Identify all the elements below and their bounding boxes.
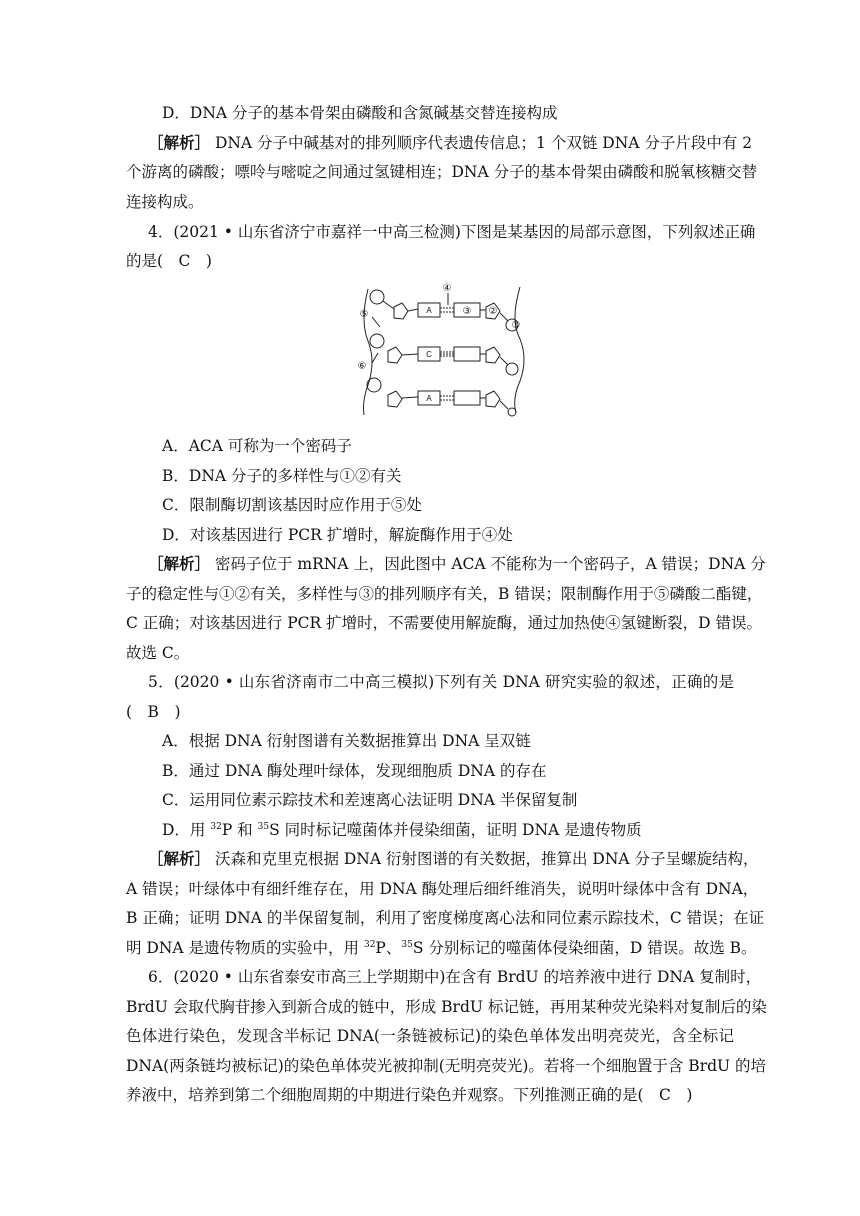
phosphate-circle xyxy=(370,334,384,348)
q6-stem-line-4: DNA(两条链均被标记)的染色单体荧光被抑制(无明亮荧光)。若将一个细胞置于含 BrdU 的培 xyxy=(126,1057,767,1075)
deoxyribose-pentagon xyxy=(394,303,408,319)
q4-stem-line-1: 4．(2021 • 山东省济宁市嘉祥一中高三检测)下图是某基因的局部示意图，下列叙述正确 xyxy=(148,223,756,241)
marker-6: ⑥ xyxy=(357,361,367,372)
phosphate-circle xyxy=(367,378,381,392)
q4-option-a: A．ACA 可称为一个密码子 xyxy=(162,437,352,455)
deoxyribose-pentagon xyxy=(486,347,500,363)
deoxyribose-pentagon xyxy=(388,347,402,363)
q4-option-d: D．对该基因进行 PCR 扩增时，解旋酶作用于④处 xyxy=(162,526,513,544)
q4-stem-line-2: 的是( C ) xyxy=(126,252,212,270)
base-label-a-top: A xyxy=(426,306,432,315)
q4-option-b: B．DNA 分子的多样性与①②有关 xyxy=(162,467,402,485)
analysis-tag: ［解析］ xyxy=(148,554,211,573)
q4-option-c: C．限制酶切割该基因时应作用于⑤处 xyxy=(162,496,422,514)
marker-1: ① xyxy=(511,320,521,331)
phosphate-circle xyxy=(370,290,384,304)
left-backbone xyxy=(364,289,373,415)
q6-stem-line-5: 养液中，培养到第二个细胞周期的中期进行染色并观察。下列推测正确的是( C ) xyxy=(126,1086,693,1104)
deoxyribose-pentagon xyxy=(388,391,402,407)
q5-analysis-line-1: ［解析］ 沃森和克里克根据 DNA 衍射图谱的有关数据，推算出 DNA 分子呈螺旋结构， xyxy=(148,849,759,868)
q5-analysis-line-3: B 正确；证明 DNA 的半保留复制，利用了密度梯度离心法和同位素示踪技术，C 错误；在证 xyxy=(126,909,765,927)
q4-analysis-line-1: ［解析］ 密码子位于 mRNA 上，因此图中 ACA 不能称为一个密码子，A 错误；DNA 分 xyxy=(148,554,766,573)
phosphate-circle xyxy=(506,363,518,375)
q5-analysis-line-2: A 错误；叶绿体中有细纤维存在，用 DNA 酶处理后细纤维消失，说明叶绿体中含有 DNA， xyxy=(126,880,759,898)
base-box xyxy=(454,347,480,361)
q5-stem-line-1: 5．(2020 • 山东省济南市二中高三模拟)下列有关 DNA 研究实验的叙述，正确的是 xyxy=(148,673,734,691)
analysis-tag: ［解析］ xyxy=(148,133,211,152)
base-box xyxy=(454,391,480,405)
q5-option-b: B．通过 DNA 酶处理叶绿体，发现细胞质 DNA 的存在 xyxy=(162,762,547,780)
q5-stem-line-2: ( B ) xyxy=(126,703,181,721)
marker-4: ④ xyxy=(442,283,452,294)
q5-option-a: A．根据 DNA 衍射图谱有关数据推算出 DNA 呈双链 xyxy=(162,732,531,750)
q6-stem-line-3: 色体进行染色，发现含半标记 DNA(一条链被标记)的染色单体发出明亮荧光，含全标记 xyxy=(126,1027,734,1045)
q5-option-d: D．用 $^{32}$P 和 $^{35}$S 同时标记噬菌体并侵染细菌，证明 DNA 是遗传物质 xyxy=(162,821,642,839)
analysis-tag: ［解析］ xyxy=(148,849,211,868)
q5-option-c: C．运用同位素示踪技术和差速离心法证明 DNA 半保留复制 xyxy=(162,791,578,809)
q3-analysis-line-1: ［解析］ DNA 分子中碱基对的排列顺序代表遗传信息；1 个双链 DNA 分子片段中有 2 xyxy=(148,133,753,152)
q6-stem-line-2: BrdU 会取代胸苷掺入到新合成的链中，形成 BrdU 标记链，再用某种荧光染料对复制后的染 xyxy=(126,998,767,1016)
q3-option-d: D．DNA 分子的基本骨架由磷酸和含氮碱基交替连接构成 xyxy=(162,104,558,122)
marker-2: ② xyxy=(488,306,498,317)
marker-5: ⑤ xyxy=(359,309,369,320)
marker-3: ③ xyxy=(462,306,472,317)
deoxyribose-pentagon xyxy=(486,391,500,407)
q4-analysis-line-3: C 正确；对该基因进行 PCR 扩增时，不需要使用解旋酶，通过加热使④氢键断裂，D 错误。 xyxy=(126,614,762,632)
q4-analysis-line-2: 子的稳定性与①②有关，多样性与③的排列顺序有关，B 错误；限制酶作用于⑤磷酸二酯键， xyxy=(126,585,763,603)
phosphate-circle xyxy=(508,408,516,416)
q3-analysis-line-2: 个游离的磷酸；嘌呤与嘧啶之间通过氢键相连；DNA 分子的基本骨架由磷酸和脱氧核糖交替 xyxy=(126,163,758,181)
base-label-a-bottom: A xyxy=(426,394,432,403)
q5-analysis-line-4: 明 DNA 是遗传物质的实验中，用 $^{32}$P、$^{35}$S 分别标记的噬菌体侵染细菌，D 错误。故选 B。 xyxy=(126,939,757,957)
q3-analysis-line-3: 连接构成。 xyxy=(126,193,204,211)
right-backbone xyxy=(515,287,524,413)
gene-structure-diagram xyxy=(350,281,532,417)
q4-analysis-line-4: 故选 C。 xyxy=(126,644,190,662)
q6-stem-line-1: 6．(2020 • 山东省泰安市高三上学期期中)在含有 BrdU 的培养液中进行 DNA 复制时， xyxy=(148,968,762,986)
base-label-c: C xyxy=(426,350,432,359)
